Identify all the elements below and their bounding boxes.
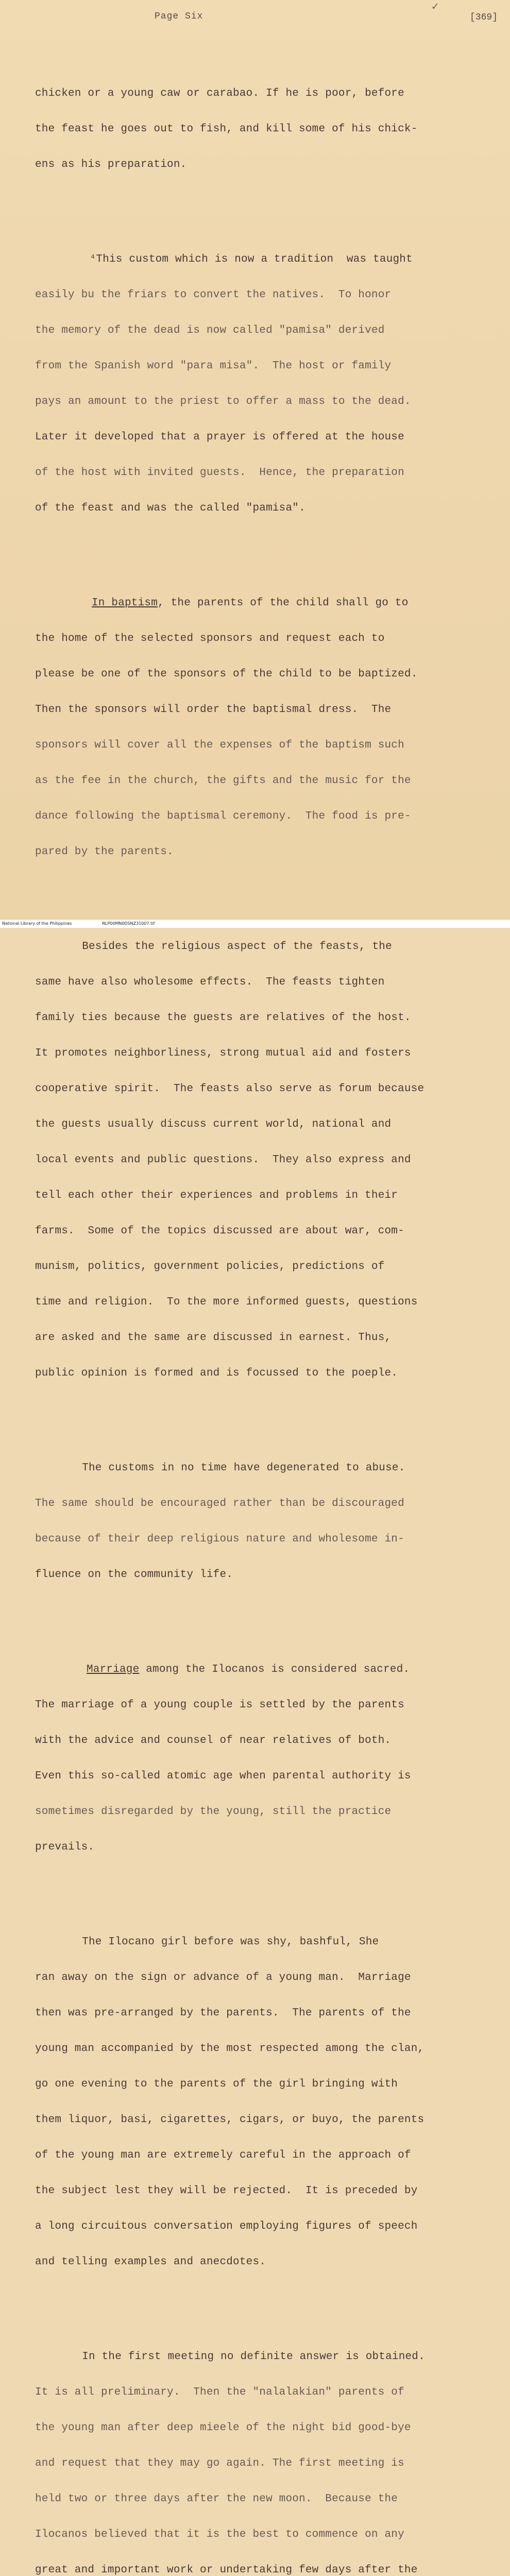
text-line: sponsors will cover all the expenses of the baptism such xyxy=(35,739,404,751)
text-line: and telling examples and anecdotes. xyxy=(35,2256,266,2268)
text-line: of the feast and was the called "pamisa". xyxy=(35,502,305,514)
text-line xyxy=(35,597,488,609)
text-line: farms. Some of the topics discussed are about war, com- xyxy=(35,1225,404,1237)
text-line: the guests usually discuss current world, national and xyxy=(35,1118,392,1130)
text-line: munism, politics, government policies, predictions of xyxy=(35,1261,385,1273)
text-line: local events and public questions. They also express and xyxy=(35,1154,411,1166)
text-line: time and religion. To the more informed guests, questions xyxy=(35,1296,418,1308)
scan-footer xyxy=(0,919,510,928)
text-line: then was pre-arranged by the parents. The parents of the xyxy=(35,2007,411,2019)
text-line: sometimes disregarded by the young, still the practice xyxy=(35,1806,392,1818)
text-line: them liquor, basi, cigarettes, cigars, or buyo, the parents xyxy=(35,2114,424,2126)
text-line: the memory of the dead is now called "pamisa" derived xyxy=(35,325,385,336)
text-line: The customs in no time have degenerated to abuse. xyxy=(56,1462,405,1474)
paragraph-8 xyxy=(35,2327,488,2576)
text-line: pared by the parents. xyxy=(35,846,174,858)
text-line: The same should be encouraged rather than be discouraged xyxy=(35,1498,404,1510)
text-line xyxy=(35,1664,488,1675)
footer-filename: NLP00MN0DSNZ31007.tif xyxy=(102,921,155,926)
text-line: Even this so-called atomic age when parental authority is xyxy=(35,1770,411,1782)
text-line: pays an amount to the priest to offer a mass to the dead. xyxy=(35,396,411,408)
text-line: ran away on the sign or advance of a young man. Marriage xyxy=(35,1972,411,1984)
text-line: It promotes neighborliness, strong mutual aid and fosters xyxy=(35,1047,411,1059)
text-line: as the fee in the church, the gifts and the music for the xyxy=(35,775,411,787)
text-line: family ties because the guests are relatives of the host. xyxy=(35,1012,411,1024)
text-line: tell each other their experiences and problems in their xyxy=(35,1190,398,1201)
paragraph-1 xyxy=(35,64,488,194)
text-line: The marriage of a young couple is settled by the parents xyxy=(35,1699,404,1711)
text-line: the young man after deep mieele of the night bid good-bye xyxy=(35,2422,411,2434)
text-line: chicken or a young caw or carabao. If he is poor, before xyxy=(35,88,404,99)
text-line: Later it developed that a prayer is offered at the house xyxy=(35,431,404,443)
text-line: It is all preliminary. Then the "nalalakian" parents of xyxy=(35,2386,404,2398)
text-line: a long circuitous conversation employing figures of speech xyxy=(35,2221,418,2232)
text-line: young man accompanied by the most respected among the clan, xyxy=(35,2043,424,2055)
section-heading-marriage: Marriage xyxy=(87,1664,140,1675)
check-mark-icon: ✓ xyxy=(432,1,439,13)
text-line: of the host with invited guests. Hence, the preparation xyxy=(35,467,404,479)
text-fragment: , the parents of the child shall go to xyxy=(158,597,409,609)
text-line: ens as his preparation. xyxy=(35,159,187,171)
paragraph-3 xyxy=(35,573,488,882)
text-line: from the Spanish word "para misa". The host or family xyxy=(35,360,392,372)
text-line: public opinion is formed and is focussed to the poeple. xyxy=(35,1367,398,1379)
text-fragment: among the Ilocanos is considered sacred. xyxy=(139,1664,410,1675)
archive-reference: [369] xyxy=(470,12,498,23)
paragraph-6 xyxy=(35,1640,488,1877)
text-line: with the advice and counsel of near relatives of both. xyxy=(35,1735,392,1747)
text-line: easily bu the friars to convert the natives. To honor xyxy=(35,289,392,301)
text-line: cooperative spirit. The feasts also serve as forum because xyxy=(35,1083,424,1095)
text-line: Ilocanos believed that it is the best to commence on any xyxy=(35,2529,404,2540)
text-line: The Ilocano girl before was shy, bashful, She xyxy=(56,1936,379,1948)
text-line: great and important work or undertaking few days after the xyxy=(35,2564,418,2576)
section-heading-baptism: In baptism xyxy=(92,597,158,609)
document-body xyxy=(35,40,488,2576)
paragraph-4 xyxy=(35,917,488,1403)
paragraph-2 xyxy=(35,230,488,538)
text-line: are asked and the same are discussed in earnest. Thus, xyxy=(35,1332,392,1344)
text-line: the home of the selected sponsors and request each to xyxy=(35,633,385,645)
text-line: the subject lest they will be rejected. It is preceded by xyxy=(35,2185,418,2197)
text-line: same have also wholesome effects. The feasts tighten xyxy=(35,976,385,988)
text-line: fluence on the community life. xyxy=(35,1569,233,1581)
text-line: Then the sponsors will order the baptismal dress. The xyxy=(35,704,392,716)
text-line: of the young man are extremely careful in the approach of xyxy=(35,2149,411,2161)
text-line: because of their deep religious nature and wholesome in- xyxy=(35,1533,404,1545)
text-line: go one evening to the parents of the girl bringing with xyxy=(35,2078,398,2090)
paragraph-7 xyxy=(35,1912,488,2292)
footer-source: National Library of the Philippines xyxy=(2,921,72,926)
text-line: held two or three days after the new moon. Because the xyxy=(35,2493,398,2505)
text-line: and request that they may go again. The first meeting is xyxy=(35,2458,404,2469)
text-line: prevails. xyxy=(35,1841,95,1853)
text-line: ⁴This custom which is now a tradition was taught xyxy=(76,253,413,265)
text-line: Besides the religious aspect of the feasts, the xyxy=(56,941,392,953)
paragraph-5 xyxy=(35,1438,488,1604)
text-line: dance following the baptismal ceremony. The food is pre- xyxy=(35,810,411,822)
page-header: Page Six xyxy=(155,11,203,22)
text-line: In the first meeting no definite answer is obtained. xyxy=(56,2351,425,2363)
text-line: please be one of the sponsors of the child to be baptized. xyxy=(35,668,418,680)
text-line: the feast he goes out to fish, and kill some of his chick- xyxy=(35,123,418,135)
